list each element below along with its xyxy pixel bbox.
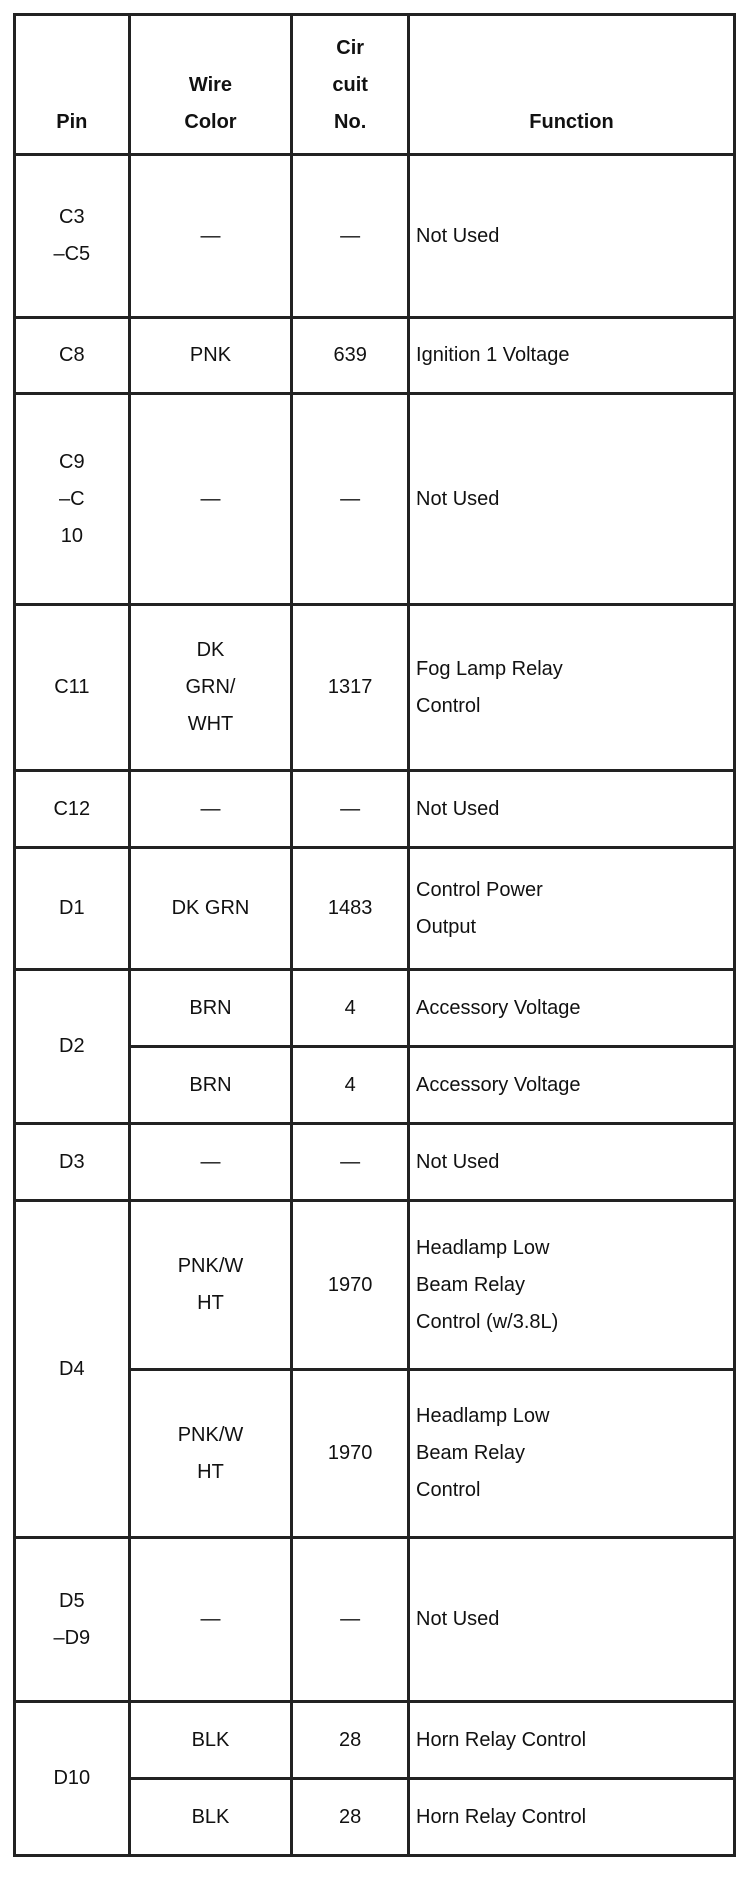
table-row	[15, 1201, 735, 1370]
table-row	[15, 605, 735, 771]
wire-color-cell: PNK/W HT	[129, 1370, 292, 1538]
pin-cell: D5 –D9	[15, 1538, 130, 1702]
pin-cell: D2	[15, 970, 130, 1124]
wire-color-cell: BRN	[129, 970, 292, 1047]
function-cell: Accessory Voltage	[409, 970, 735, 1047]
table-row	[15, 155, 735, 318]
function-cell: Not Used	[409, 155, 735, 318]
header-circuit-no: Cir cuit No.	[292, 15, 409, 155]
header-function: Function	[409, 15, 735, 155]
wire-color-cell: DK GRN/ WHT	[129, 605, 292, 771]
circuit-cell: 4	[292, 970, 409, 1047]
pin-cell: C8	[15, 318, 130, 394]
wire-color-cell: BLK	[129, 1779, 292, 1856]
pin-cell: C12	[15, 771, 130, 848]
pin-cell: D3	[15, 1124, 130, 1201]
circuit-cell: 1970	[292, 1201, 409, 1370]
function-cell: Ignition 1 Voltage	[409, 318, 735, 394]
table-row	[15, 848, 735, 970]
circuit-cell: —	[292, 1124, 409, 1201]
wire-color-cell: —	[129, 394, 292, 605]
function-cell: Not Used	[409, 1538, 735, 1702]
pin-cell: D10	[15, 1702, 130, 1856]
circuit-cell: 28	[292, 1779, 409, 1856]
function-cell: Fog Lamp Relay Control	[409, 605, 735, 771]
wire-color-cell: —	[129, 771, 292, 848]
connector-pin-table	[13, 13, 736, 1857]
function-cell: Not Used	[409, 1124, 735, 1201]
circuit-cell: 4	[292, 1047, 409, 1124]
header-pin: Pin	[15, 15, 130, 155]
pin-cell: D4	[15, 1201, 130, 1538]
table-row	[15, 1538, 735, 1702]
circuit-cell: 1970	[292, 1370, 409, 1538]
circuit-cell: —	[292, 155, 409, 318]
function-cell: Control Power Output	[409, 848, 735, 970]
circuit-cell: —	[292, 394, 409, 605]
wire-color-cell: BLK	[129, 1702, 292, 1779]
wire-color-cell: —	[129, 1538, 292, 1702]
function-cell: Accessory Voltage	[409, 1047, 735, 1124]
circuit-cell: 1317	[292, 605, 409, 771]
table-row	[15, 318, 735, 394]
wire-color-cell: PNK	[129, 318, 292, 394]
header-wire-color: Wire Color	[129, 15, 292, 155]
function-cell: Horn Relay Control	[409, 1702, 735, 1779]
function-cell: Not Used	[409, 394, 735, 605]
header-row	[15, 15, 735, 155]
circuit-cell: —	[292, 771, 409, 848]
circuit-cell: 639	[292, 318, 409, 394]
circuit-cell: 1483	[292, 848, 409, 970]
connector-table-wrapper	[13, 13, 736, 1857]
pin-cell: C3 –C5	[15, 155, 130, 318]
function-cell: Horn Relay Control	[409, 1779, 735, 1856]
circuit-cell: 28	[292, 1702, 409, 1779]
function-cell: Not Used	[409, 771, 735, 848]
wire-color-cell: PNK/W HT	[129, 1201, 292, 1370]
circuit-cell: —	[292, 1538, 409, 1702]
function-cell: Headlamp Low Beam Relay Control	[409, 1370, 735, 1538]
pin-cell: D1	[15, 848, 130, 970]
pin-cell: C9 –C 10	[15, 394, 130, 605]
table-row	[15, 394, 735, 605]
wire-color-cell: —	[129, 1124, 292, 1201]
wire-color-cell: DK GRN	[129, 848, 292, 970]
table-row	[15, 1124, 735, 1201]
table-row	[15, 970, 735, 1047]
table-row	[15, 1702, 735, 1779]
pin-cell: C11	[15, 605, 130, 771]
function-cell: Headlamp Low Beam Relay Control (w/3.8L)	[409, 1201, 735, 1370]
wire-color-cell: —	[129, 155, 292, 318]
wire-color-cell: BRN	[129, 1047, 292, 1124]
table-row	[15, 771, 735, 848]
